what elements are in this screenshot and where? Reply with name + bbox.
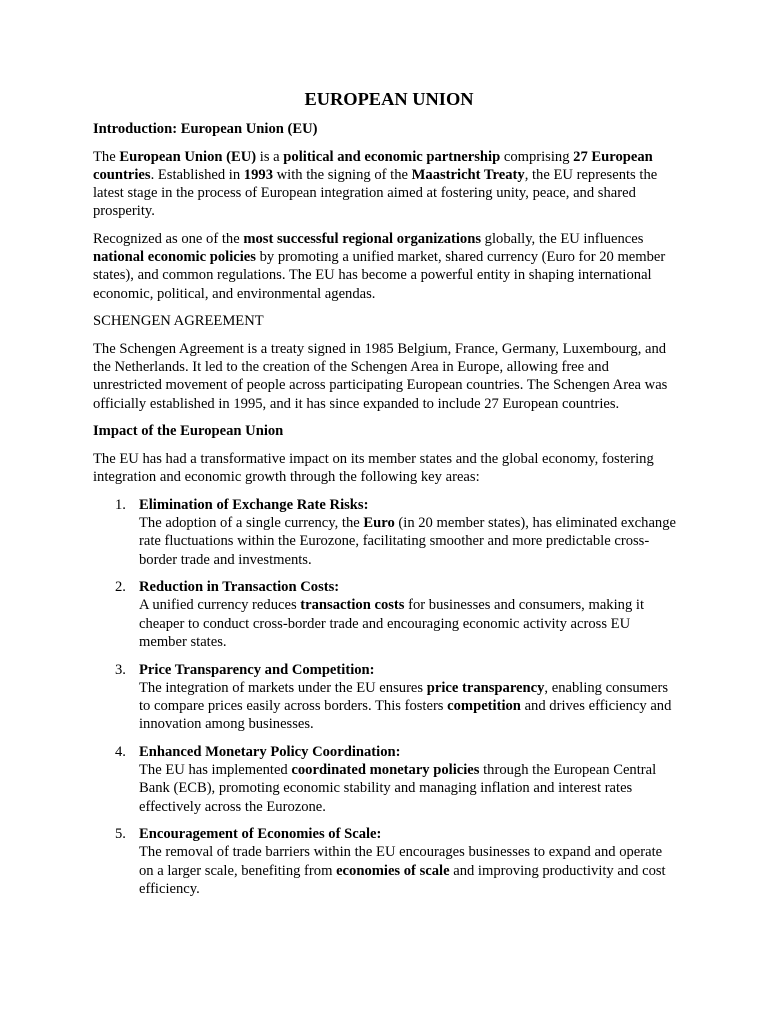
schengen-paragraph: The Schengen Agreement is a treaty signed in 1985 Belgium, France, Germany, Luxembourg, and the Netherlands. It led to the creation of the Schengen Area in Europe, allowing free and unrestricted movement of people across participating European countries. The Schengen Area was officially established in 1995, and it has since expanded to include 27 European countries. <box>93 341 668 412</box>
list-item-body <box>139 597 644 649</box>
list-item <box>93 661 677 734</box>
text-run: Recognized as one of the <box>93 231 244 248</box>
bold-text-run: European Union (EU) <box>119 148 257 165</box>
list-number: 1. <box>115 496 126 513</box>
list-item-title: Price Transparency and Competition: <box>139 661 375 678</box>
text-run: for businesses and consumers, making it cheaper to conduct cross-border trade and encouraging economic activity across EU member states. <box>139 597 645 650</box>
intro-paragraph-1 <box>93 148 677 221</box>
bold-text-run: Maastricht Treaty <box>411 166 525 183</box>
text-run: (in 20 member states), has eliminated exchange rate fluctuations within the Eurozone, facilitating smoother and more predictable cross-border trade and investments. <box>139 515 676 568</box>
bold-text-run: economies of scale <box>336 862 450 879</box>
text-run: comprising <box>500 148 574 165</box>
text-run: The integration of markets under the EU ensures <box>139 679 427 696</box>
list-item-body <box>139 515 676 567</box>
list-item-title: Encouragement of Economies of Scale: <box>139 826 382 843</box>
bold-text-run: most successful regional organizations <box>243 231 482 248</box>
text-run: The adoption of a single currency, the <box>139 515 364 532</box>
bold-text-run: Euro <box>363 515 395 532</box>
bold-text-run: competition <box>447 697 521 714</box>
text-run: is a <box>256 148 284 165</box>
impact-intro-paragraph: The EU has had a transformative impact on its member states and the global economy, fostering integration and economic growth through the following key areas: <box>93 451 654 486</box>
bold-text-run: 1993 <box>243 166 273 183</box>
list-item-title: Reduction in Transaction Costs: <box>139 579 340 596</box>
bold-text-run: coordinated monetary policies <box>291 762 480 779</box>
impact-heading: Impact of the European Union <box>93 423 284 440</box>
intro-heading: Introduction: European Union (EU) <box>93 121 318 137</box>
list-item-body <box>139 762 656 814</box>
list-number: 3. <box>115 661 126 678</box>
text-run: through the European Central Bank (ECB), promoting economic stability and managing inflation and interest rates effectively across the Eurozone. <box>139 762 657 815</box>
bold-text-run: political and economic partnership <box>283 148 501 165</box>
list-item-body <box>139 844 666 896</box>
document-page <box>93 88 677 908</box>
list-item <box>93 825 677 898</box>
bold-text-run: price transparency <box>426 679 545 696</box>
intro-paragraph-2 <box>93 230 677 303</box>
text-run: and improving productivity and cost efficiency. <box>139 862 666 897</box>
text-run: The <box>93 148 120 165</box>
list-item <box>93 743 677 816</box>
bold-text-run: transaction costs <box>300 597 405 614</box>
text-run: by promoting a unified market, shared currency (Euro for 20 member states), and common regulations. The EU has become a powerful entity in shaping international economic, political, and environmental agendas. <box>93 249 666 302</box>
text-run: and drives efficiency and innovation among businesses. <box>139 697 672 733</box>
bold-text-run: national economic policies <box>93 249 256 266</box>
text-run: globally, the EU influences <box>481 231 644 248</box>
text-run: . Established in <box>150 166 244 183</box>
list-item-title: Enhanced Monetary Policy Coordination: <box>139 743 401 760</box>
page-title: EUROPEAN UNION <box>304 89 474 109</box>
list-item <box>93 578 677 651</box>
schengen-heading: SCHENGEN AGREEMENT <box>93 313 264 330</box>
list-number: 2. <box>115 579 126 596</box>
text-run: A unified currency reduces <box>139 597 301 614</box>
list-item-title: Elimination of Exchange Rate Risks: <box>139 496 369 513</box>
text-run: , enabling consumers to compare prices easily across borders. This fosters <box>139 679 669 714</box>
impact-list <box>93 496 677 898</box>
list-item <box>93 496 677 569</box>
list-number: 5. <box>115 826 126 843</box>
list-item-body <box>139 680 671 732</box>
text-run: The EU has implemented <box>139 762 292 779</box>
list-number: 4. <box>115 743 126 760</box>
bold-text-run: 27 European countries <box>93 148 653 183</box>
text-run: , the EU represents the latest stage in the process of European integration aimed at fostering unity, peace, and shared prosperity. <box>93 166 658 220</box>
text-run: with the signing of the <box>272 166 412 183</box>
text-run: The removal of trade barriers within the EU encourages businesses to expand and operate on a larger scale, benefiting from <box>139 844 663 879</box>
